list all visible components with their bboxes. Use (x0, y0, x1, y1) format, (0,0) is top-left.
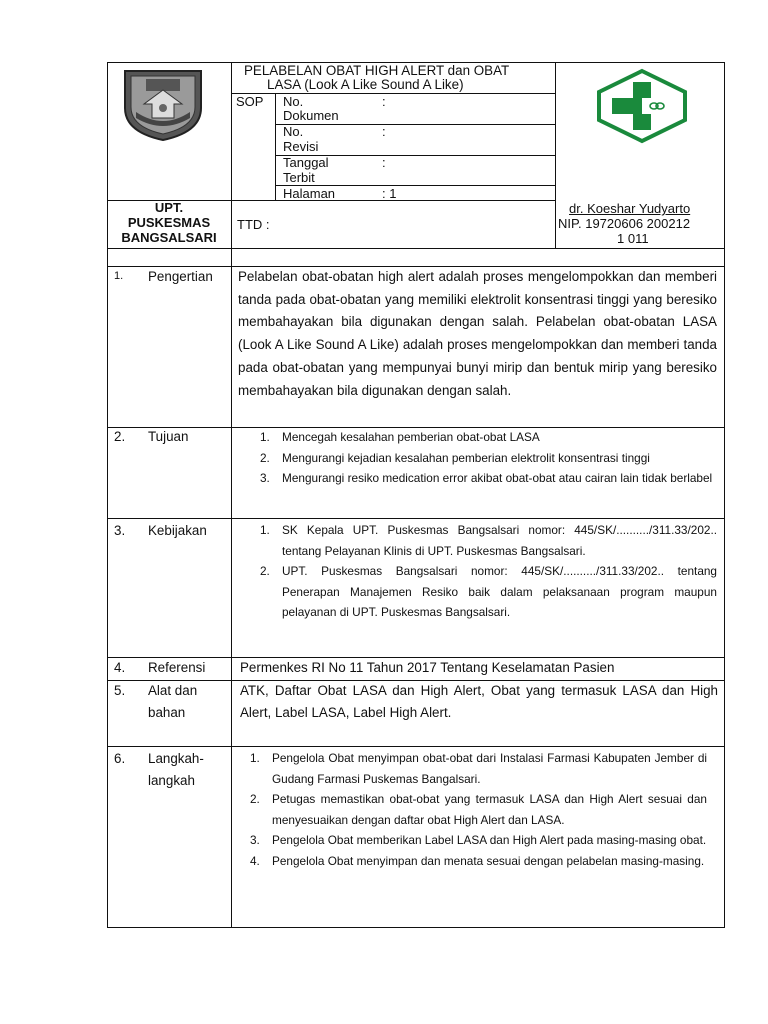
regency-logo (122, 68, 204, 142)
field-no-revisi-colon: : (382, 124, 386, 139)
ttd-label: TTD : (237, 217, 270, 232)
section-number: 2. (114, 429, 126, 444)
section-label-referensi: Referensi (148, 660, 206, 675)
section-label-langkah-line2: langkah (148, 773, 195, 788)
list-text: Mencegah kesalahan pemberian obat-obat LASA (282, 430, 540, 444)
section-number: 5. (114, 683, 126, 698)
section-number: 3. (114, 523, 126, 538)
divider (275, 124, 556, 125)
field-no-revisi-label: No. (283, 124, 304, 139)
list-item (242, 448, 717, 469)
list-item (242, 468, 717, 489)
list-text: SK Kepala UPT. Puskesmas Bangsalsari nomor: 445/SK/........../311.33/202.. tentang Pelayanan Klinis di UPT. Puskesmas Bangsalsari. (282, 523, 717, 558)
org-name-line2: PUSKESMAS (127, 215, 211, 230)
field-no-dokumen-label2: Dokumen (283, 108, 339, 123)
field-halaman-label: Halaman (283, 186, 336, 201)
list-item (232, 789, 707, 830)
list-number: 3. (260, 471, 270, 486)
list-text: Pengelola Obat menyimpan obat-obat dari Instalasi Farmasi Kabupaten Jember di Gudang Farmasi Puskemas Bangalsari. (272, 751, 707, 786)
puskesmas-logo (596, 68, 688, 144)
field-no-dokumen-colon: : (382, 94, 386, 109)
signer-name: dr. Koeshar Yudyarto (569, 201, 691, 216)
list-item (232, 851, 707, 872)
signer-nip-line2: 1 011 (617, 231, 649, 246)
list-text: Petugas memastikan obat-obat yang termasuk LASA dan High Alert sesuai dan menyesuaikan dengan daftar obat High Alert dan LASA. (272, 792, 707, 827)
divider (107, 518, 725, 519)
list-item (242, 427, 717, 448)
list-text: Pengelola Obat memberikan Label LASA dan High Alert pada masing-masing obat. (272, 833, 707, 848)
list-number: 1. (260, 430, 270, 444)
document-title-line2: LASA (Look A Like Sound A Like) (267, 77, 464, 92)
section-label-alat-line1: Alat dan (148, 683, 198, 698)
table-border-left (107, 62, 108, 928)
list-text: UPT. Puskesmas Bangsalsari nomor: 445/SK/........../311.33/202.. tentang Penerapan Manajemen Resiko baik dalam pelaksanaan program maupun pelayanan di UPT. Puskesmas Bangsalsari. (282, 564, 717, 620)
kebijakan-list (242, 520, 717, 623)
divider (107, 746, 725, 747)
field-tanggal-label: Tanggal (283, 155, 329, 170)
tujuan-list (242, 427, 717, 489)
list-item (232, 748, 707, 789)
document-title-line1: PELABELAN OBAT HIGH ALERT dan OBAT (244, 63, 510, 78)
list-item (242, 561, 717, 623)
list-text: Pengelola Obat menyimpan dan menata sesuai dengan pelabelan masing-masing. (272, 853, 705, 868)
langkah-list (232, 748, 707, 872)
list-text: Mengurangi resiko medication error akibat obat-obat atau cairan lain tidak berlabel (282, 471, 713, 486)
alat-bahan-text: ATK, Daftar Obat LASA dan High Alert, Obat yang termasuk LASA dan High Alert, Label LASA, Label High Alert. (240, 683, 718, 720)
list-number: 3. (250, 833, 260, 848)
field-no-dokumen-label: No. (283, 94, 304, 109)
list-number: 1. (250, 751, 260, 765)
section-label-tujuan: Tujuan (148, 429, 189, 444)
field-no-revisi-label2: Revisi (283, 139, 319, 154)
list-number: 1. (260, 523, 270, 537)
section-number: 4. (114, 660, 126, 675)
field-tanggal-colon: : (382, 155, 386, 170)
section-label-pengertian: Pengertian (148, 269, 213, 284)
list-item (242, 520, 717, 561)
list-number: 2. (250, 792, 260, 807)
field-halaman-value: : 1 (382, 186, 397, 201)
divider (107, 248, 725, 249)
org-name-line3: BANGSALSARI (121, 230, 217, 245)
signer-nip-line1: NIP. 19720606 200212 (558, 216, 691, 231)
list-number: 4. (250, 853, 260, 868)
section-label-kebijakan: Kebijakan (148, 523, 207, 538)
pengertian-text: Pelabelan obat-obatan high alert adalah proses mengelompokkan dan memberi tanda pada obat-obatan yang memiliki elektrolit konsentrasi tinggi yang beresiko membahayakan bila digunakan dengan salah. Pelabelan obat-obatan LASA (Look A Like Sound A Like) adalah proses mengelompokkan dan memberi tanda pada obat-obatan yang mempunyai bunyi mirip dan bentuk mirip yang beresiko membahayakan bila digunakan dengan salah. (238, 269, 717, 398)
section-label-alat-line2: bahan (148, 705, 186, 720)
list-text: Mengurangi kejadian kesalahan pemberian elektrolit konsentrasi tinggi (282, 450, 650, 465)
referensi-text: Permenkes RI No 11 Tahun 2017 Tentang Keselamatan Pasien (240, 660, 615, 675)
table-border-right (724, 62, 725, 928)
section-label-langkah-line1: Langkah- (148, 751, 204, 766)
org-name-line1: UPT. (154, 200, 184, 215)
list-item (232, 830, 707, 851)
table-border-bottom (107, 927, 725, 928)
divider (231, 93, 556, 94)
section-number: 1. (114, 270, 124, 282)
list-number: 2. (260, 450, 270, 465)
section-number: 6. (114, 751, 126, 766)
list-number: 2. (260, 564, 270, 579)
sop-label: SOP (236, 94, 264, 109)
field-tanggal-label2: Terbit (283, 170, 315, 185)
